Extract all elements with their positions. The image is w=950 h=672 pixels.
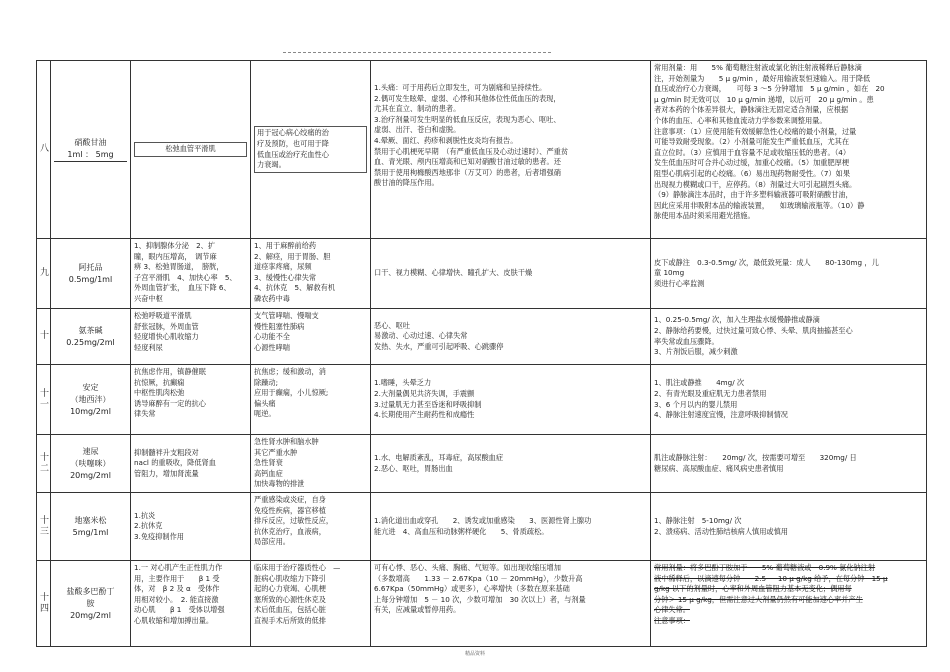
drug-name-cell [51, 239, 131, 309]
drug-adverse-cell [371, 493, 651, 561]
drug-usage: 常用剂量：用 5% 葡萄糖注射液或氯化钠注射液稀释后静脉滴 注，开始剂量为 5 μ g/min ，最好用输液泵恒速输入。用于降低 血压或治疗心力衰竭， 可每 3 ～5 分钟增加 5 μ g/min ，如在 20 μ g/min 时无效可以 10 μ g/min 递增，以后可 20 μ g/min 。患 者对本药的个体差异很大，静脉滴注无固定适合剂量，应根据 个体的血压、心率和其他血流动力学参数来调整用量。 注意事项：（1）应使用能有效缓解急性心绞痛的最小剂量，过量 可能导致耐受现象。（2）小剂量可能发生严重低血压，尤其在 直立位时。（3）应慎用于血容量不足或收缩压低的患者。（4） 发生低血压时可合并心动过缓，加重心绞痛。（5）加重肥厚梗 阻型心肌病引起的心绞痛。（6）易出现药物耐受性。（7）如果 出现视力模糊或口干，应停药。（8）剂量过大可引起剧烈头痛。 （9）静脉滴注本品时，由于许多塑料输液器可吸附硝酸甘油， 因此应采用非吸附本品的输液装置， 如玻璃输液瓶等。（10）静 脉使用本品时须采用避光措施。 [654, 63, 885, 221]
drug-table [36, 60, 927, 647]
row-number: 十四 [37, 561, 51, 647]
drug-usage: 1、0.25-0.5mg/ 次，加入生理盐水缓慢静推或静滴 2、静脉给药要慢，过快过量可致心悸、头晕、肌肉抽搐甚至心 率失常或血压骤降。 3、片剂饭后服，减少刺激 [654, 315, 853, 357]
drug-usage-cell [651, 561, 927, 647]
drug-adverse-cell [371, 309, 651, 365]
drug-indication-cell [251, 435, 371, 493]
table-row [37, 365, 927, 435]
drug-adverse: 1.头痛：可于用药后立即发生，可为剧痛和呈持续性。 2.偶可发生眩晕、虚弱、心悸和其他体位性低血压的表现， 尤其在直立、制动的患者。 3.治疗剂量可发生明显的低血压反应，表现为恶心、呕吐、 虚弱、出汗、苍白和虚脱。 4.晕厥、面红、药疹和剥脱性皮炎均有报告。 禁用于心肌梗死早期 （有严重低血压及心动过速时）、严重贫 血、青光眼、颅内压增高和已知对硝酸甘油过敏的患者。还 禁用于使用枸橼酸西地那非（万艾可）的患者，后者增强硝 酸甘油的降压作用。 [374, 83, 569, 188]
drug-usage-cell [651, 61, 927, 239]
drug-usage: 皮下或静注 0.3-0.5mg/ 次，最低致死量：成人 80-130mg ，儿 童 10mg 须进行心率监测 [654, 257, 879, 288]
drug-category-cell [131, 239, 251, 309]
table-row [37, 435, 927, 493]
drug-name-cell [51, 61, 131, 239]
drug-spec: 1ml ： 5mg [54, 149, 127, 162]
drug-indication-cell [251, 561, 371, 647]
drug-category: 1、抑制腺体分泌 2、扩 瞳，眼内压增高， 调节麻 痹 3、松弛胃肠道， 膀胱， 子宫平滑肌 4、加快心率 5、 外周血管扩张， 血压下降 6、 兴奋中枢 [134, 241, 237, 303]
drug-spec: 0.25mg/2ml [66, 337, 115, 347]
row-number: 十三 [37, 493, 51, 561]
drug-category-cell [131, 309, 251, 365]
drug-usage: 1、静脉注射 5-10mg/ 次 2、溃疡病、活动性肺结核病人慎用或慎用 [654, 515, 788, 536]
drug-adverse: 恶心、呕吐 易激动、心动过速、心律失常 发热、失水，严重可引起呼吸、心跳骤停 [374, 320, 504, 351]
drug-indication: 用于冠心病心绞痛的治 疗及预防，也可用于降 低血压或治疗充血性心 力衰竭。 [254, 126, 367, 172]
drug-indication-cell [251, 365, 371, 435]
table-row [37, 561, 927, 647]
drug-indication-cell [251, 239, 371, 309]
row-number: 九 [37, 239, 51, 309]
drug-adverse: 可有心悸、恶心、头痛、胸痛、气短等。如出现收缩压增加 （多数增高 1.33 － 2.67Kpa（10 － 20mmHg），少数升高 6.67Kpa（50mmHg）或更多），心率增快（多数在原来基础 上每分钟增加 5 － 10 次，少数可增加 30 次以上）者，与剂量 有关，应减量或暂停用药。 [374, 563, 586, 615]
drug-indication: 临床用于治疗器质性心 — 脏病心肌收缩力下降引 起的心力衰竭、心肌梗 塞所致的心源性休克及 术后低血压，包括心脏 直视手术后所致的低排 [254, 563, 341, 625]
drug-indication: 1、用于麻醉前给药 2、解痉，用于胃肠、胆 道痉挛疼痛，尿频 3、缓慢性心律失常 4、抗休克 5、解救有机 磷农药中毒 [254, 241, 336, 303]
drug-adverse-cell [371, 561, 651, 647]
drug-category-cell [131, 61, 251, 239]
drug-adverse-cell [371, 61, 651, 239]
drug-adverse-cell [371, 239, 651, 309]
drug-adverse-cell [371, 435, 651, 493]
drug-spec: 20mg/2ml [70, 610, 111, 620]
drug-name: 氨茶碱 [78, 325, 103, 335]
drug-usage-cell [651, 239, 927, 309]
drug-category: 松弛呼吸道平滑肌 舒张冠脉，外周血管 轻度增快心肌收缩力 轻度利尿 [134, 311, 199, 352]
drug-indication: 抗焦虑；缓和激动，消 除躁动; 应用于癫痫，小儿惊厥; 偏头痛 呃逆。 [254, 367, 329, 419]
drug-adverse: 1.消化道出血或穿孔 2、诱发或加重感染 3、医源性肾上腺功 能亢进 4、高血压和动脉粥样硬化 5、骨质疏松。 [374, 515, 592, 536]
drug-adverse: 口干、视力模糊、心律增快、瞳孔扩大、皮肤干燥 [374, 268, 533, 278]
table-row [37, 61, 927, 239]
drug-indication: 急性肾水肿和脑水肿 其它严重水肿 急性肾衰 高钙血症 加快毒物的排泄 [254, 437, 319, 489]
drug-name-cell [51, 561, 131, 647]
drug-category-cell [131, 561, 251, 647]
page-footer: 精品资料 [464, 651, 485, 657]
drug-usage-cell [651, 435, 927, 493]
drug-usage: 常用剂量：将多巴酚丁胺加于 5% 葡萄糖液或 0.9% 氯化钠注射 液中稀释后，以滴速每分钟 2.5 － 10 μ g/kg 给予，在每分钟 15 μ g/kg 以下的剂量时，心率和外周血管阻力基本无变化；偶用每 分钟＞ 15 μ g/kg，但需注意过大剂量仍然有可能加速心率并产生 心律失常。 注意事项： [654, 563, 888, 625]
drug-usage-cell [651, 493, 927, 561]
drug-adverse: 1.水、电解质紊乱，耳毒症，高尿酸血症 2.恶心、呕吐，胃肠出血 [374, 452, 504, 473]
drug-category: 1.抗炎 2.抗休克 3.免疫抑制作用 [134, 510, 184, 541]
drug-indication: 支气管哮喘、慢喘支 慢性阻塞性肺病 心功能不全 心源性哮喘 [254, 311, 319, 352]
drug-spec: 20mg/2ml [70, 470, 111, 480]
drug-name: 安定 （地西泮） [70, 382, 111, 404]
drug-adverse-cell [371, 365, 651, 435]
row-number: 八 [37, 61, 51, 239]
drug-category: 抑制髓袢升支粗段对 nacl 的重吸收，降低肾血 管阻力，增加肾流量 [134, 447, 216, 478]
drug-indication: 严重感染或炎症，自身 免疫性疾病，器官移植 排斥反应，过敏性反应， 抗休克治疗，血液病， 局部应用。 [254, 495, 334, 547]
table-row [37, 493, 927, 561]
drug-category-cell [131, 435, 251, 493]
drug-name-cell [51, 309, 131, 365]
drug-category: 抗焦虑作用，镇静催眠 抗惊厥，抗癫痫 中枢性肌肉松弛 诱导麻醉有一定的抗心 律失常 [134, 367, 206, 419]
drug-category-cell [131, 493, 251, 561]
drug-name: 硝酸甘油 [74, 138, 107, 147]
drug-spec: 5mg/1ml [72, 527, 109, 537]
drug-name: 地塞米松 [74, 515, 107, 525]
drug-category: 松弛血管平滑肌 [134, 142, 247, 157]
drug-usage: 1、肌注或静推 4mg/ 次 2、有青光眼及重症肌无力患者禁用 3、6 个月以内的婴儿禁用 4、静脉注射速度宜慢，注意呼吸抑制情况 [654, 378, 788, 420]
drug-usage: 肌注或静脉注射： 20mg/ 次，按需要可增至 320mg/ 日 糖尿病、高尿酸血症、痛风病史患者慎用 [654, 452, 857, 473]
drug-indication-cell [251, 61, 371, 239]
drug-name-cell [51, 435, 131, 493]
drug-adverse: 1.嗜睡，头晕乏力 2.大剂量偶见共济失调，手震颤 3.过量肌无力甚至昏迷和呼吸抑制 4.长期使用产生耐药性和成瘾性 [374, 378, 482, 420]
drug-usage-cell [651, 365, 927, 435]
drug-indication-cell [251, 493, 371, 561]
drug-name: 盐酸多巴酚丁 胺 [66, 586, 115, 608]
row-number: 十二 [37, 435, 51, 493]
drug-name: 阿托品 [78, 262, 103, 272]
drug-indication-cell [251, 309, 371, 365]
row-number: 十一 [37, 365, 51, 435]
top-dashed-line [283, 52, 551, 53]
drug-category: 1.一 对心肌产生正性肌力作 用，主要作用于 β 1 受 体，对 β 2 及 α 受体作 用相对较小。 2. 能直接激 动心肌 β 1 受体以增强 心肌收缩和增加搏出量。 [134, 563, 225, 625]
drug-name: 速尿 （呋噻咪） [70, 446, 111, 468]
drug-name-cell [51, 365, 131, 435]
drug-category-cell [131, 365, 251, 435]
drug-spec: 0.5mg/1ml [68, 274, 113, 284]
table-row [37, 309, 927, 365]
table-row [37, 239, 927, 309]
drug-usage-cell [651, 309, 927, 365]
row-number: 十 [37, 309, 51, 365]
drug-spec: 10mg/2ml [70, 406, 111, 416]
drug-name-cell [51, 493, 131, 561]
